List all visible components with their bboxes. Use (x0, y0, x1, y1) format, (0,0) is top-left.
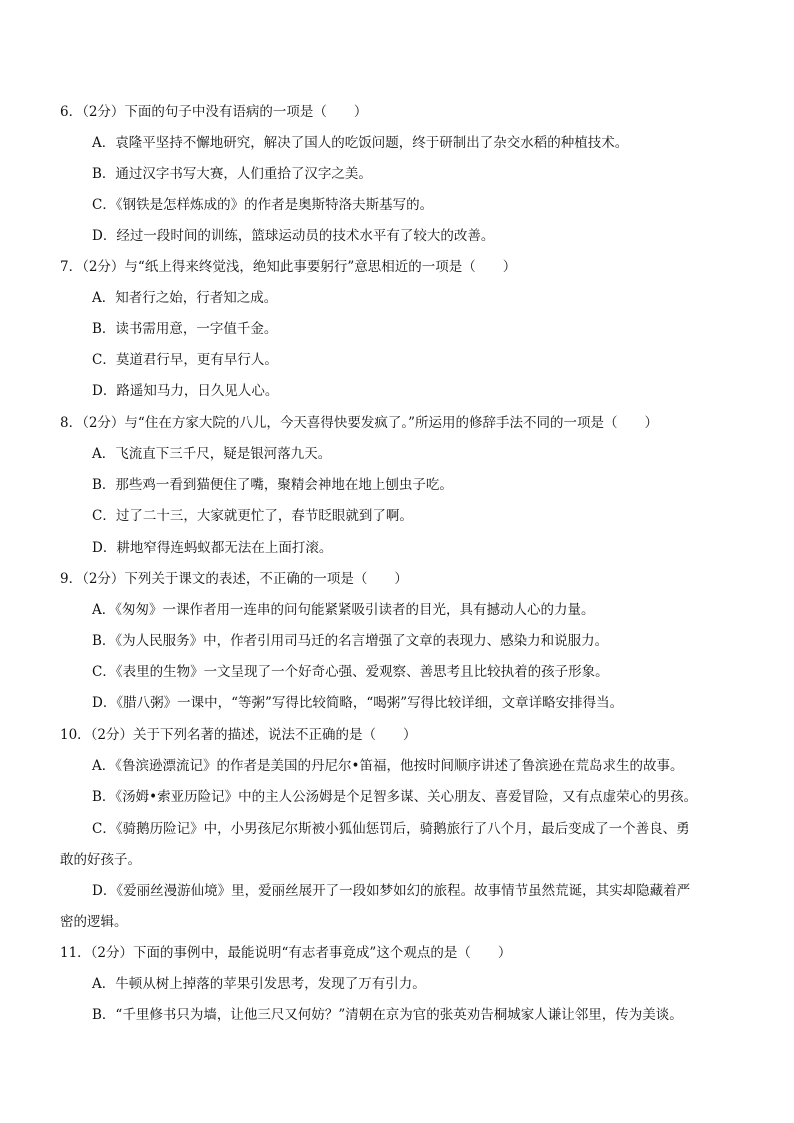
question-9-option-b: B．《为人民服务》中，作者引用司马迁的名言增强了文章的表现力、感染力和说服力。 (92, 633, 609, 649)
question-10-option-c: C．《骑鹅历险记》中，小男孩尼尔斯被小狐仙惩罚后，骑鹅旅行了八个月，最后变成了一个善良、勇 (92, 821, 690, 837)
question-9-option-d: D．《腊八粥》一课中，“等粥”写得比较简略，“喝粥”写得比较详细，文章详略安排得当。 (92, 695, 624, 711)
question-8-option-c: C．过了二十三，大家就更忙了，春节眨眼就到了啊。 (92, 508, 413, 524)
question-8-option-a: A．飞流直下三千尺，疑是银河落九天。 (92, 446, 332, 462)
question-9-option-c: C．《表里的生物》一文呈现了一个好奇心强、爱观察、善思考且比较执着的孩子形象。 (92, 664, 609, 680)
question-11-option-b: B．“千里修书只为墙，让他三尺又何妨？”清朝在京为官的张英劝告桐城家人谦让邻里，传为美谈。 (92, 1007, 683, 1023)
question-10-option-c-continued: 敢的好孩子。 (60, 852, 141, 868)
question-7-option-b: B．读书需用意，一字值千金。 (92, 321, 278, 337)
question-8-option-d: D．耕地窄得连蚂蚁都无法在上面打滚。 (92, 540, 333, 556)
question-11-stem: 11．（2分）下面的事例中，最能说明“有志者事竟成”这个观点的是（ ） (60, 945, 512, 961)
question-6-stem: 6．（2分）下面的句子中没有语病的一项是（ ） (60, 104, 368, 120)
question-6-option-d: D．经过一段时间的训练，篮球运动员的技术水平有了较大的改善。 (92, 228, 495, 244)
question-6-option-a: A．袁隆平坚持不懈地研究，解决了国人的吃饭问题，终于研制出了杂交水稻的种植技术。 (92, 135, 629, 151)
question-9-option-a: A．《匆匆》一课作者用一连串的问句能紧紧吸引读者的目光，具有撼动人心的力量。 (92, 602, 595, 618)
question-8-stem: 8．（2分）与“住在方家大院的八儿，今天喜得快要发疯了。”所运用的修辞手法不同的一项是（ ） (60, 415, 658, 431)
question-7-option-a: A．知者行之始，行者知之成。 (92, 290, 278, 306)
question-10-option-d-continued: 密的逻辑。 (60, 914, 128, 930)
question-7-option-d: D．路遥知马力，日久见人心。 (92, 383, 279, 399)
question-8-option-b: B．那些鸡一看到猫便住了嘴，聚精会神地在地上刨虫子吃。 (92, 477, 453, 493)
question-10-option-b: B．《汤姆•索亚历险记》中的主人公汤姆是个足智多谋、关心朋友、喜爱冒险，又有点虚荣心的男孩。 (92, 789, 698, 805)
question-7-option-c: C．莫道君行早，更有早行人。 (92, 352, 278, 368)
question-10-option-d: D．《爱丽丝漫游仙境》里，爱丽丝展开了一段如梦如幻的旅程。故事情节虽然荒诞，其实却隐藏着严 (92, 883, 691, 899)
question-6-option-c: C．《钢铁是怎样炼成的》的作者是奥斯特洛夫斯基写的。 (92, 197, 434, 213)
question-9-stem: 9．（2分）下列关于课文的表述，不正确的一项是（ ） (60, 571, 408, 587)
question-10-option-a: A．《鲁滨逊漂流记》的作者是美国的丹尼尔•笛福，他按时间顺序讲述了鲁滨逊在荒岛求生的故事。 (92, 758, 684, 774)
question-10-stem: 10．（2分）关于下列名著的描述，说法不正确的是（ ） (60, 727, 417, 743)
question-11-option-a: A．牛顿从树上掉落的苹果引发思考，发现了万有引力。 (92, 976, 426, 992)
question-7-stem: 7．（2分）与“纸上得来终觉浅，绝知此事要躬行”意思相近的一项是（ ） (60, 259, 517, 275)
question-6-option-b: B．通过汉字书写大赛，人们重拾了汉字之美。 (92, 166, 372, 182)
